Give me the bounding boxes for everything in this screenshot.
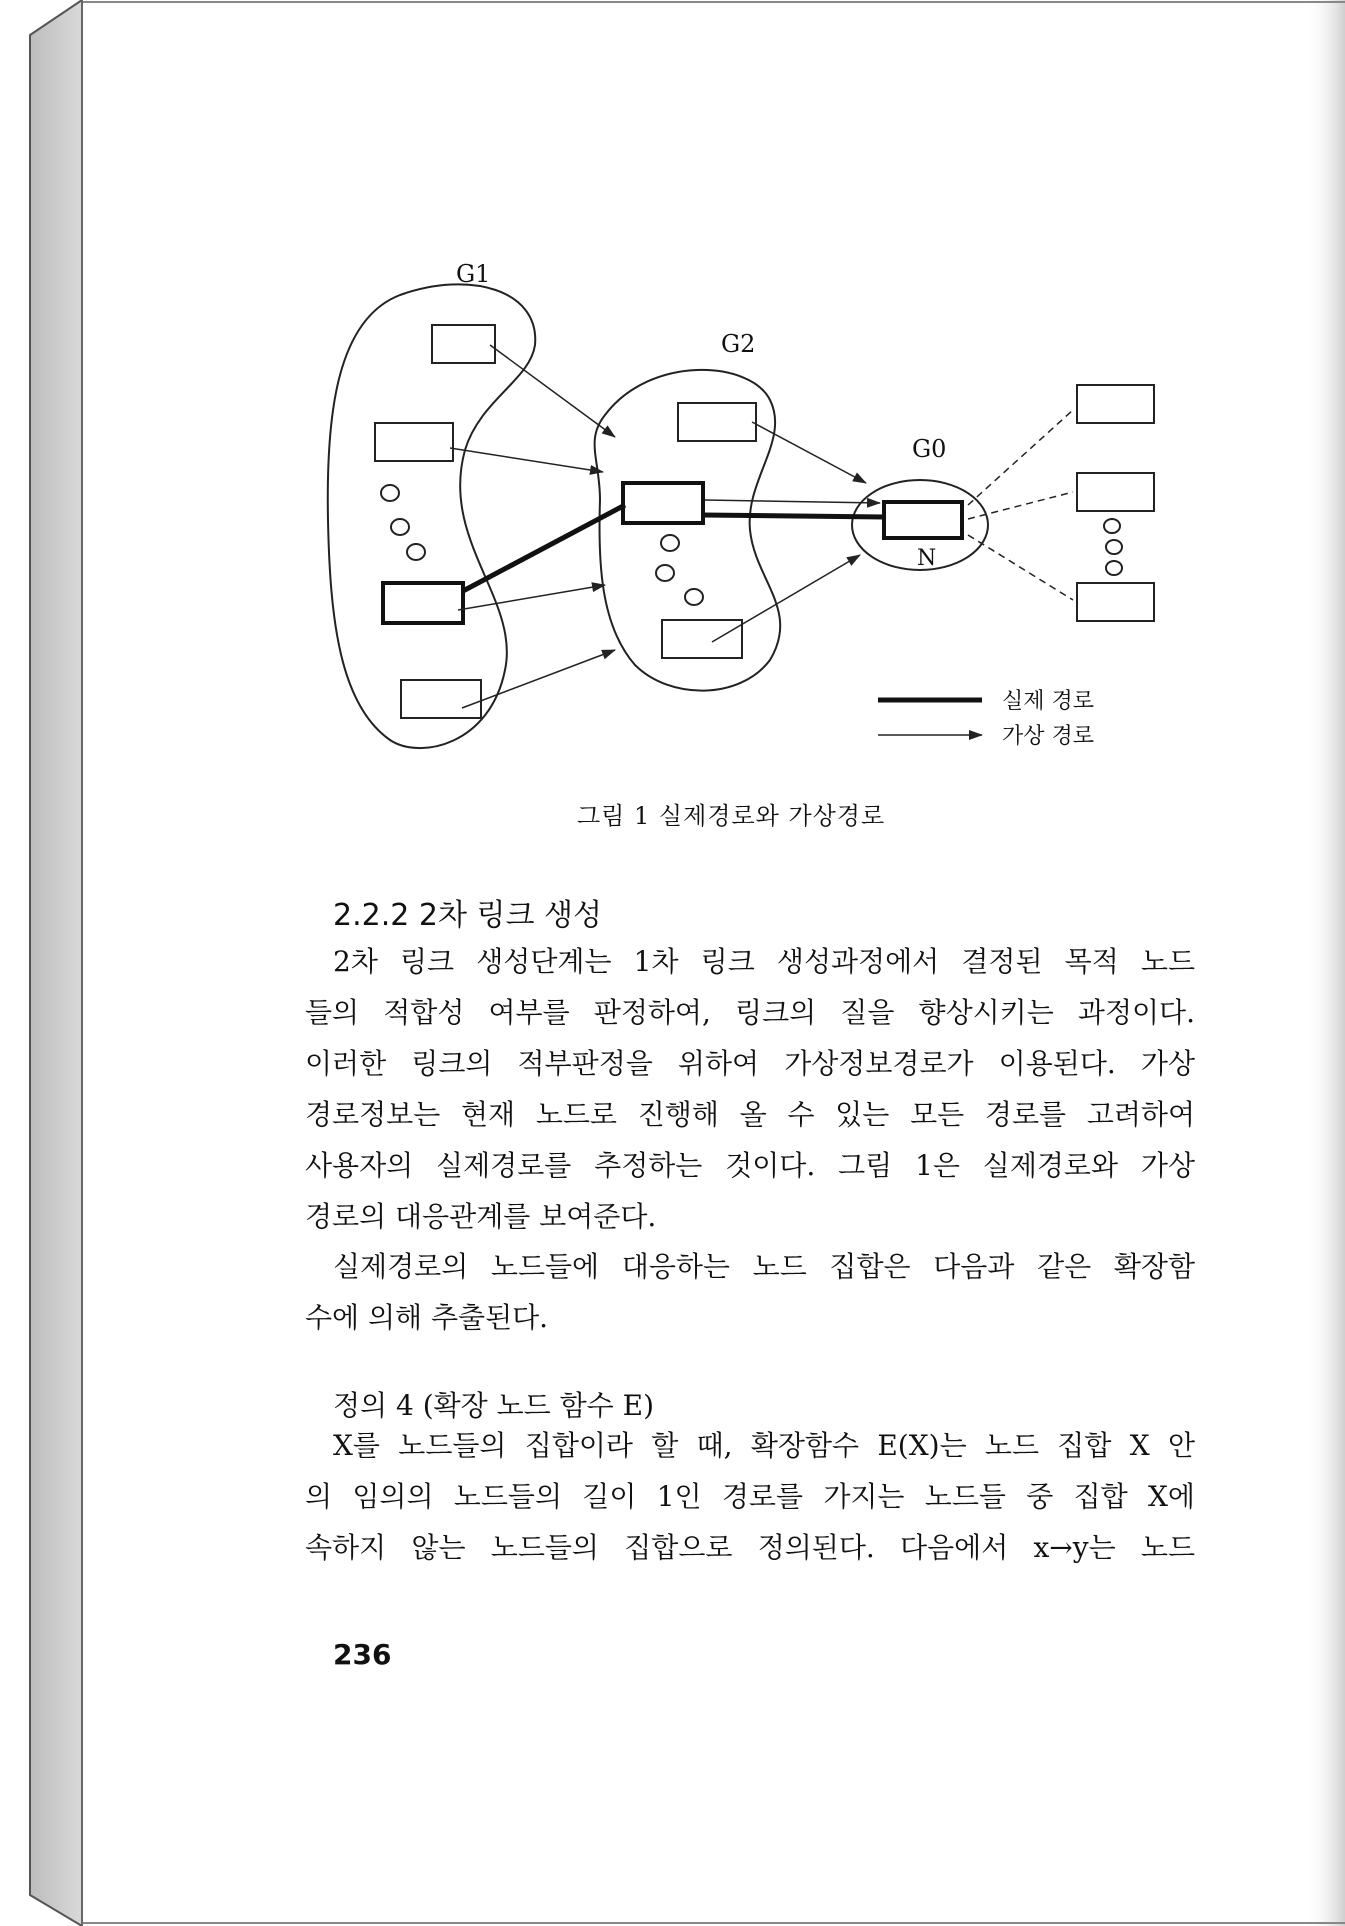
g2-ellipsis-dot	[656, 565, 674, 581]
text-line: 수에 의해 추출된다.	[305, 1301, 549, 1334]
virtual-path-arrow	[712, 555, 860, 642]
successor-ellipsis-dot	[1104, 519, 1120, 533]
successor-ellipsis-dot	[1106, 540, 1122, 554]
virtual-path-arrow	[450, 448, 603, 472]
successor-node-2	[1077, 473, 1154, 511]
text-line: 경로의 대응관계를 보여준다.	[305, 1200, 657, 1233]
successor-ellipsis-dot	[1106, 561, 1122, 575]
definition-paragraph	[305, 1420, 1195, 1573]
g1-ellipsis-dot	[407, 544, 425, 560]
successor-node-3	[1077, 583, 1154, 621]
g1-node-1	[432, 325, 495, 363]
text-line: 2차 링크 생성단계는 1차 링크 생성과정에서 결정된 목적 노드	[333, 945, 1195, 978]
text-line: 이러한 링크의 적부판정을 위하여 가상정보경로가 이용된다. 가상	[305, 1047, 1195, 1080]
g0-node-n	[884, 502, 962, 538]
g2-ellipsis-dot	[685, 589, 703, 605]
page-number: 236	[333, 1638, 392, 1671]
text-line: 실제경로의 노드들에 대응하는 노드 집합은 다음과 같은 확장함	[333, 1250, 1195, 1283]
figure-caption: 그림 1 실제경로와 가상경로	[577, 802, 886, 830]
dashed-link	[968, 410, 1073, 505]
text-line: 사용자의 실제경로를 추정하는 것이다. 그림 1은 실제경로와 가상	[305, 1149, 1195, 1182]
g2-ellipsis-dot	[661, 535, 679, 551]
virtual-path-arrow	[462, 650, 615, 708]
g2-node-1	[678, 403, 756, 441]
section-paragraph-1	[305, 936, 1195, 1242]
legend-virtual-path-label: 가상 경로	[1002, 724, 1095, 749]
g2-node-2-selected	[623, 483, 703, 523]
g1-node-2	[375, 423, 453, 461]
group-label-g1: G1	[456, 260, 491, 288]
successor-node-1	[1077, 385, 1154, 423]
group-label-g0: G0	[912, 435, 947, 463]
group-label-g2: G2	[721, 330, 756, 358]
text-line: 경로정보는 현재 노드로 진행해 올 수 있는 모든 경로를 고려하여	[305, 1098, 1195, 1131]
node-label-n: N	[917, 546, 937, 571]
section-heading: 2.2.2 2차 링크 생성	[333, 898, 602, 933]
g2-node-3	[662, 620, 742, 658]
virtual-path-arrow	[490, 345, 615, 437]
g1-ellipsis-dot	[381, 485, 399, 501]
text-line: 의 임의의 노드들의 길이 1인 경로를 가지는 노드들 중 집합 X에	[305, 1480, 1195, 1513]
g1-node-4	[401, 680, 481, 718]
dashed-link	[968, 535, 1073, 600]
g1-ellipsis-dot	[391, 519, 409, 535]
virtual-path-arrow	[705, 500, 880, 503]
text-line: X를 노드들의 집합이라 할 때, 확장함수 E(X)는 노드 집합 X 안	[333, 1429, 1195, 1462]
dashed-link	[968, 492, 1073, 519]
text-line: 들의 적합성 여부를 판정하여, 링크의 질을 향상시키는 과정이다.	[305, 996, 1195, 1029]
text-line: 속하지 않는 노드들의 집합으로 정의된다. 다음에서 x→y는 노드	[305, 1531, 1195, 1564]
legend-real-path-label: 실제 경로	[1002, 689, 1095, 714]
section-paragraph-2	[305, 1241, 1195, 1343]
definition-title: 정의 4 (확장 노드 함수 E)	[333, 1389, 654, 1422]
g1-node-3-selected	[383, 583, 463, 623]
virtual-path-arrow	[458, 585, 605, 610]
real-path-line	[703, 515, 884, 517]
